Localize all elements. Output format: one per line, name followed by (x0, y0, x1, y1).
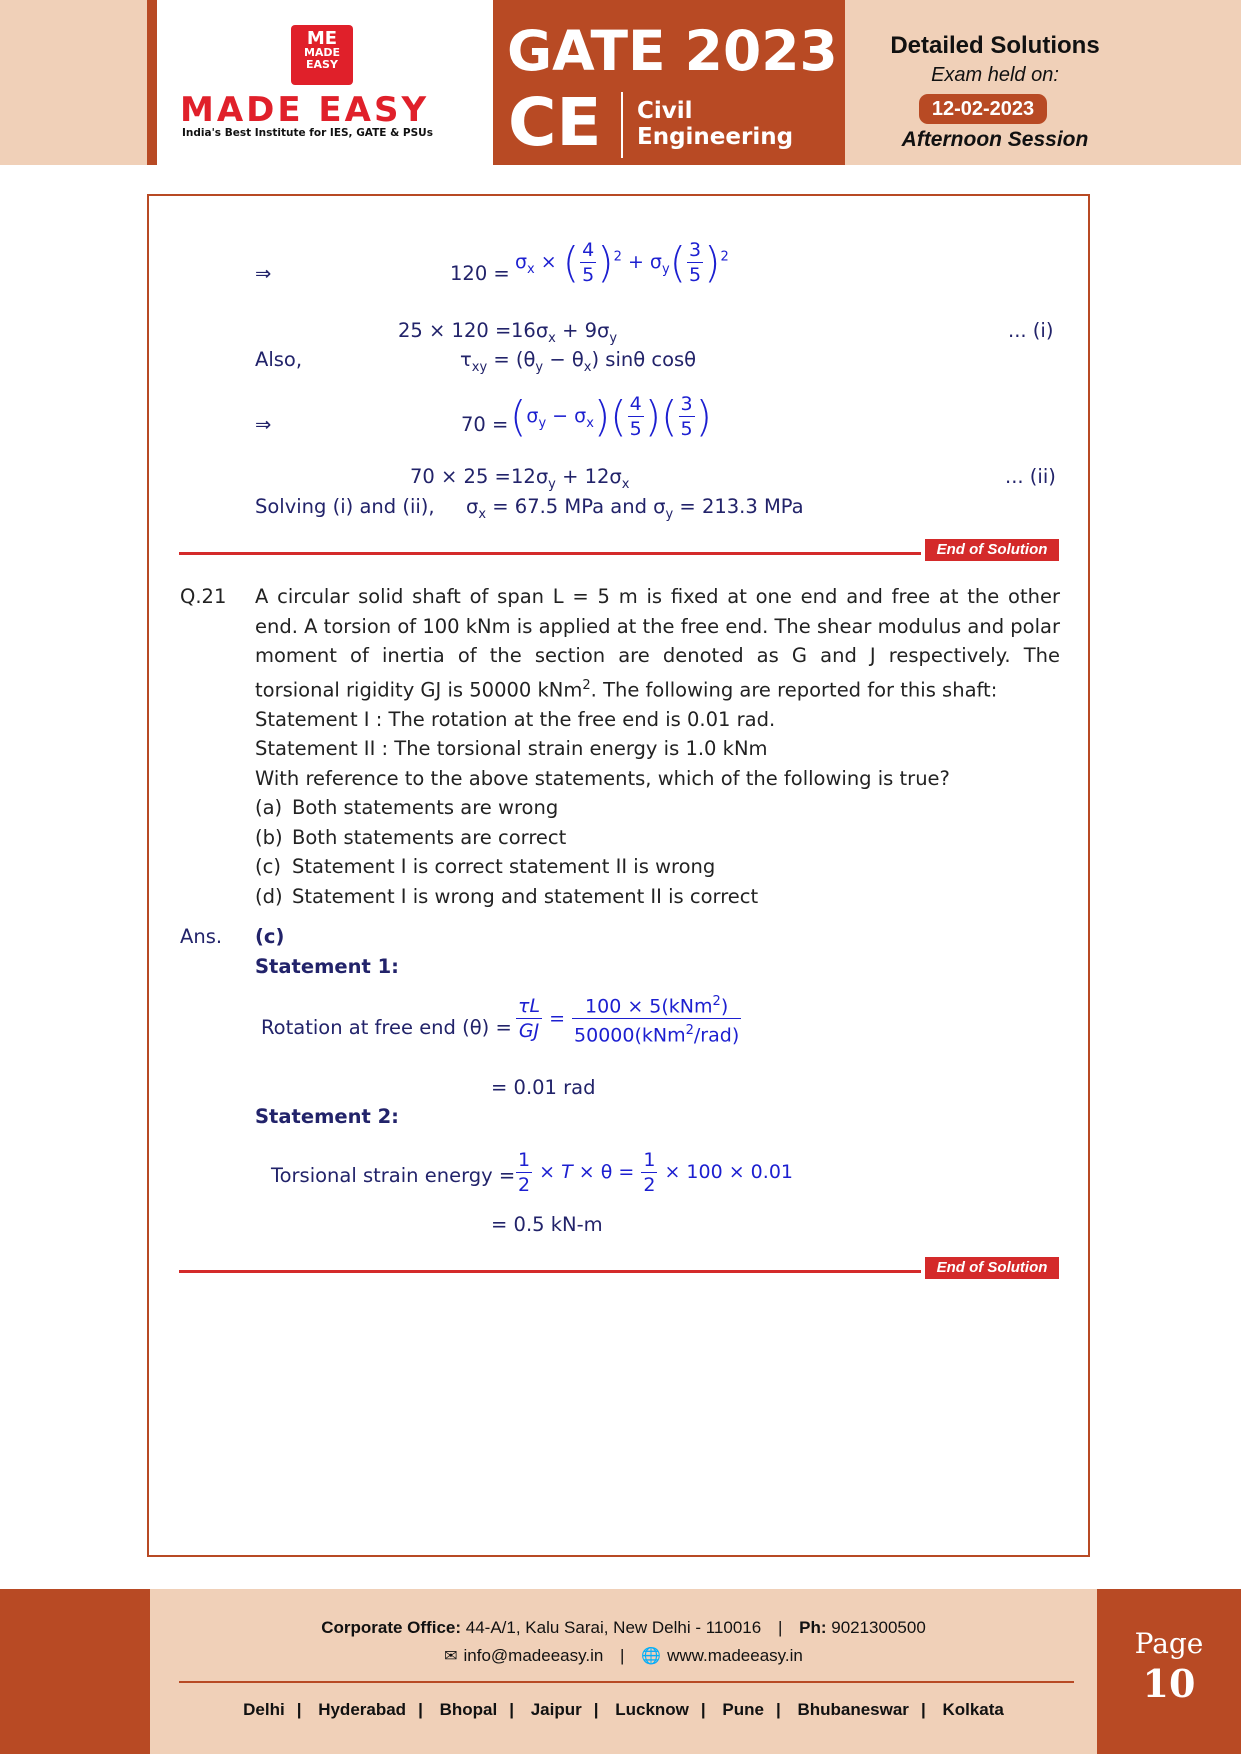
logo-tagline: India's Best Institute for IES, GATE & PSUs (182, 127, 433, 139)
page-number: 10 (1142, 1661, 1196, 1706)
statement-two: Statement II : The torsional strain energy is 1.0 kNm (255, 737, 768, 760)
globe-icon: 🌐 (641, 1648, 662, 1665)
city-list: Delhi | Hyderabad | Bhopal | Jaipur | Lucknow | Pune | Bhubaneswar | Kolkata (243, 1700, 1004, 1719)
question-prompt: With reference to the above statements, which of the following is true? (255, 766, 950, 790)
city-lucknow: Lucknow (615, 1700, 689, 1719)
city-hyderabad: Hyderabad (318, 1700, 407, 1719)
eq2-rhs: $16\sigma_x + 9\sigma_y$ (511, 319, 618, 346)
envelope-icon: ✉ (444, 1648, 458, 1665)
end-of-solution-badge: End of Solution (925, 1257, 1059, 1279)
header-stripe (147, 0, 157, 165)
session-label: Afternoon Session (901, 128, 1089, 151)
page-label: Page (1134, 1627, 1204, 1660)
eq4-lhs: 70 = (461, 413, 509, 436)
city-jaipur: Jaipur (530, 1700, 582, 1719)
exam-held-label: Exam held on: (931, 64, 1059, 86)
exam-title: GATE 2023 (507, 19, 838, 83)
final-result: $\sigma_x = 67.5$ MPa and $\sigma_y = 213.3$ MPa (466, 495, 804, 522)
implies-arrow: ⇒ (255, 413, 272, 436)
page-number-block (1097, 1589, 1241, 1754)
city-bhubaneswar: Bhubaneswar (797, 1700, 909, 1719)
city-kolkata: Kolkata (942, 1700, 1004, 1719)
answer-label: Ans. (180, 925, 223, 948)
question-text: A circular solid shaft of span L = 5 m is fixed at one end and free at the other end. A torsion of 100 kNm is applied at the free end. The shear modulus and polar moment of inertia of the section are denoted as G and J respectively. The torsional rigidity GJ is 50000 kNm$^2$. The following are reported for this shaft: (255, 585, 1060, 701)
solutions-title: Detailed Solutions (890, 32, 1100, 59)
rotation-formula: $\frac{\tau L}{GJ}$ = $\frac{100 \times 5(kNm^2)}{50000(kNm^2/rad)}$ (515, 990, 742, 1048)
branch-line2: Engineering (637, 124, 794, 150)
city-pune: Pune (722, 1700, 764, 1719)
office-label: Corporate Office: (321, 1618, 462, 1637)
page-header (0, 0, 1241, 165)
branch-code: CE (508, 84, 602, 161)
question-number: Q.21 (180, 585, 227, 608)
exam-panel (493, 0, 845, 165)
office-address: 44-A/1, Kalu Sarai, New Delhi - 110016 (465, 1618, 762, 1637)
exam-date-badge: 12-02-2023 (919, 94, 1047, 124)
page-footer (0, 1589, 1241, 1754)
statement2-heading: Statement 2: (255, 1105, 399, 1128)
logo-mark-letters: ME (306, 28, 338, 49)
phone-label: Ph: (799, 1618, 827, 1637)
eq2-tag: ... (i) (1008, 319, 1054, 342)
branch-divider (621, 92, 623, 158)
footer-left-block (0, 1589, 150, 1754)
eq2-lhs: 25 × 120 = (398, 319, 512, 342)
also-label: Also, (255, 348, 303, 371)
end-of-solution-rule (179, 552, 921, 555)
end-of-solution-rule (179, 1270, 921, 1273)
eq5-rhs: $12\sigma_y + 12\sigma_x$ (511, 465, 630, 492)
rotation-label: Rotation at free end (θ) = (261, 1016, 512, 1039)
eq5-lhs: 70 × 25 = (410, 465, 511, 488)
city-bhopal: Bhopal (439, 1700, 498, 1719)
answer-value: (c) (255, 925, 285, 948)
eq3: $\tau_{xy} = (\theta_y - \theta_x)$ sinθ cosθ (460, 348, 697, 375)
footer-rule (179, 1681, 1074, 1683)
question-body (255, 582, 1060, 911)
separator: | (777, 1618, 783, 1637)
branch-line1: Civil (637, 98, 693, 124)
option-b: (b) Both statements are correct (255, 825, 567, 849)
end-of-solution-badge: End of Solution (925, 539, 1059, 561)
statement1-heading: Statement 1: (255, 955, 399, 978)
option-c: (c) Statement I is correct statement II is wrong (255, 855, 716, 878)
implies-arrow: ⇒ (255, 262, 272, 285)
email-link[interactable]: info@madeeasy.in (463, 1646, 604, 1665)
eq1-rhs: $\sigma_x$ × ( $\frac{4}{5}$ )$^2 + \sigma_y$( $\frac{3}{5}$ )$^2$ (515, 238, 729, 287)
logo-text: MADE EASY (180, 90, 430, 130)
option-d: (d) Statement I is wrong and statement II is correct (255, 884, 759, 908)
corporate-office (150, 1618, 1097, 1638)
energy-formula: $\frac{1}{2}$ × T × θ = $\frac{1}{2}$ × 100 × 0.01 (518, 1149, 793, 1196)
logo-mark-small: MADE EASY (303, 46, 341, 71)
contact-line (150, 1646, 1097, 1666)
logo-mark (291, 25, 353, 85)
eq5-tag: ... (ii) (1005, 465, 1056, 488)
option-a: (a) Both statements are wrong (255, 796, 559, 819)
eq1-lhs: 120 = (450, 262, 510, 285)
rotation-result: = 0.01 rad (491, 1076, 596, 1099)
separator: | (620, 1646, 625, 1665)
energy-result: = 0.5 kN-m (491, 1213, 603, 1236)
branch-name (637, 98, 793, 150)
solving-label: Solving (i) and (ii), (255, 495, 435, 518)
statement-one: Statement I : The rotation at the free end is 0.01 rad. (255, 707, 776, 731)
solutions-panel (845, 0, 1145, 165)
logo-panel (157, 0, 493, 165)
website-link[interactable]: www.madeeasy.in (667, 1646, 803, 1665)
eq4-rhs: $(\sigma_y - \sigma_x)$( $\frac{4}{5}$ )( $\frac{3}{5}$ ) (510, 392, 713, 441)
city-delhi: Delhi (243, 1700, 285, 1719)
energy-label: Torsional strain energy = (271, 1164, 516, 1187)
phone-number: 9021300500 (831, 1618, 926, 1637)
